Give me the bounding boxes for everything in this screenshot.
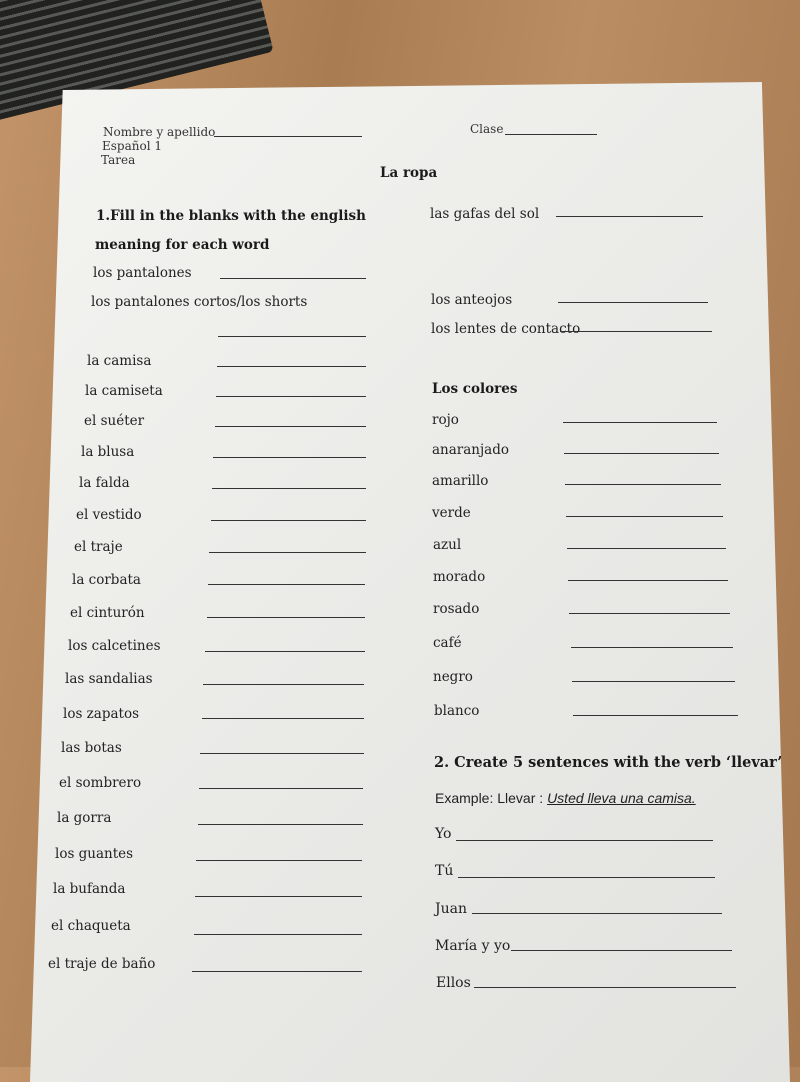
- answer-blank: [564, 453, 719, 454]
- sentence-blank: [474, 987, 736, 988]
- class-blank: [505, 134, 597, 135]
- vocab-word: los pantalones: [93, 265, 192, 281]
- name-blank: [214, 136, 362, 137]
- answer-blank: [211, 520, 366, 521]
- name-label: Nombre y apellido: [103, 125, 216, 139]
- vocab-word: los lentes de contacto: [431, 321, 581, 337]
- answer-blank: [205, 651, 365, 652]
- example-sentence: Usted lleva una camisa.: [547, 790, 696, 806]
- answer-blank: [220, 278, 366, 279]
- answer-blank: [560, 331, 712, 332]
- vocab-word: los anteojos: [431, 292, 513, 308]
- vocab-word: la falda: [79, 475, 130, 491]
- sentence-blank: [472, 913, 722, 914]
- answer-blank: [558, 302, 708, 303]
- answer-blank: [565, 484, 721, 485]
- answer-blank: [215, 426, 366, 427]
- answer-blank: [217, 366, 366, 367]
- answer-blank: [571, 647, 733, 648]
- vocab-word: la camisa: [87, 353, 152, 369]
- answer-blank: [196, 860, 362, 861]
- vocab-word: los pantalones cortos/los shorts: [91, 294, 308, 310]
- answer-blank: [567, 548, 726, 549]
- section2-heading: 2. Create 5 sentences with the verb ‘llevar’: [434, 754, 783, 771]
- answer-blank: [218, 336, 366, 337]
- worksheet-page: [30, 82, 790, 1082]
- vocab-word: las sandalias: [65, 671, 153, 687]
- answer-blank: [199, 788, 363, 789]
- answer-blank: [568, 580, 728, 581]
- sentence-blank: [511, 950, 732, 951]
- vocab-word: la blusa: [81, 444, 135, 460]
- vocab-word: la corbata: [72, 572, 141, 588]
- vocab-word: la gorra: [57, 810, 112, 826]
- answer-blank: [563, 422, 717, 423]
- vocab-word: la bufanda: [53, 881, 126, 897]
- answer-blank: [192, 971, 362, 972]
- color-word: blanco: [434, 703, 480, 719]
- answer-blank: [202, 718, 364, 719]
- vocab-word: los calcetines: [68, 638, 161, 654]
- subject-label: Tú: [435, 863, 454, 879]
- vocab-word: los guantes: [55, 846, 134, 862]
- vocab-word: el traje: [74, 539, 123, 555]
- vocab-word: los zapatos: [63, 706, 139, 722]
- vocab-word: el traje de baño: [48, 956, 156, 972]
- vocab-word: el sombrero: [59, 775, 142, 791]
- vocab-word: la camiseta: [85, 383, 163, 399]
- assignment-label: Tarea: [101, 153, 136, 167]
- section1-heading-line1: 1.Fill in the blanks with the english: [96, 208, 366, 224]
- answer-blank: [573, 715, 738, 716]
- color-word: morado: [433, 569, 486, 585]
- answer-blank: [212, 488, 366, 489]
- subject-label: María y yo: [435, 938, 511, 954]
- color-word: rosado: [433, 601, 480, 617]
- class-label: Clase: [470, 122, 504, 136]
- color-word: rojo: [432, 412, 459, 428]
- course-label: Español 1: [102, 139, 162, 153]
- answer-blank: [213, 457, 366, 458]
- vocab-word: el cinturón: [70, 605, 145, 621]
- vocab-word: las gafas del sol: [430, 206, 540, 222]
- answer-blank: [556, 216, 703, 217]
- subject-label: Juan: [435, 901, 467, 917]
- color-word: café: [433, 635, 462, 651]
- color-word: azul: [433, 537, 462, 553]
- answer-blank: [203, 684, 364, 685]
- example-label: Example: Llevar :: [435, 790, 548, 806]
- answer-blank: [216, 396, 366, 397]
- vocab-word: el chaqueta: [51, 918, 131, 934]
- answer-blank: [572, 681, 735, 682]
- answer-blank: [207, 617, 365, 618]
- vocab-word: el suéter: [84, 413, 145, 429]
- answer-blank: [569, 613, 730, 614]
- subject-label: Ellos: [436, 975, 471, 991]
- example-line: [435, 790, 696, 806]
- answer-blank: [566, 516, 723, 517]
- answer-blank: [209, 552, 366, 553]
- color-word: amarillo: [432, 473, 489, 489]
- color-word: verde: [432, 505, 471, 521]
- color-word: anaranjado: [432, 442, 509, 458]
- subject-label: Yo: [435, 826, 452, 842]
- vocab-word: el vestido: [76, 507, 142, 523]
- answer-blank: [198, 824, 363, 825]
- section1-heading-line2: meaning for each word: [95, 237, 270, 253]
- page-title: La ropa: [380, 165, 438, 181]
- answer-blank: [194, 934, 362, 935]
- sentence-blank: [458, 877, 715, 878]
- vocab-word: las botas: [61, 740, 122, 756]
- answer-blank: [200, 753, 364, 754]
- answer-blank: [195, 896, 362, 897]
- answer-blank: [208, 584, 365, 585]
- sentence-blank: [456, 840, 713, 841]
- colors-heading: Los colores: [432, 381, 518, 397]
- color-word: negro: [433, 669, 473, 685]
